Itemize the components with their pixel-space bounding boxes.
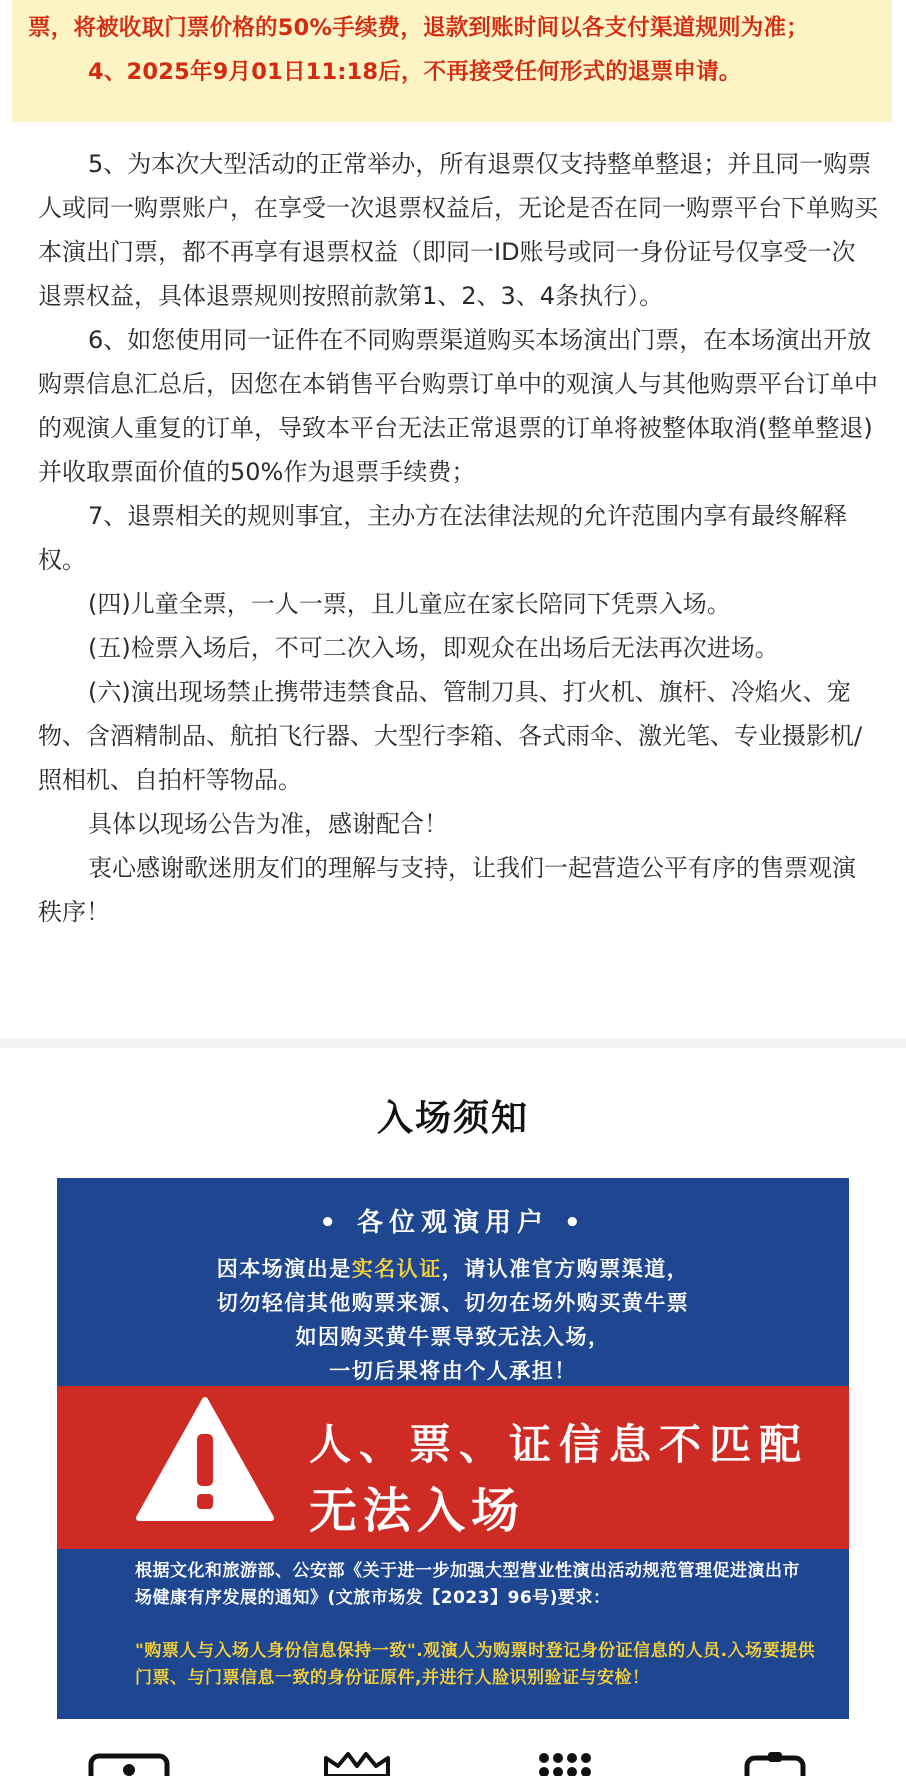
refund-notice-box [12,0,892,122]
poster-line1-prefix: 因本场演出是 [216,1257,352,1281]
refund-notice-line2: 4、2025年9月01日11:18后，不再接受任何形式的退票申请。 [88,59,742,85]
poster-line1-suffix: ，请认准官方购票渠道， [441,1257,690,1281]
rule-item-5: 5、为本次大型活动的正常举办，所有退票仅支持整单整退；并且同一购票人或同一购票账户，在享受一次退票权益后，无论是否在同一购票平台下单购买本演出门票，都不再享有退票权益（即同一ID账号或同一身份证号仅享受一次退票权益，具体退票规则按照前款第1、2、3、4条执行）。 [38,150,878,310]
refund-notice-line1: 票，将被收取门票价格的50%手续费，退款到账时间以各支付渠道规则为准； [28,15,809,41]
rule-item-6: 6、如您使用同一证件在不同购票渠道购买本场演出门票，在本场演出开放购票信息汇总后，因您在本销售平台购票订单中的观演人与其他购票平台订单中的观演人重复的订单，导致本平台无法正常退票的订单将被整体取消(整单整退)并收取票面价值的50%作为退票手续费； [38,326,878,486]
closing-thanks: 衷心感谢歌迷朋友们的理解与支持，让我们一起营造公平有序的售票观演秩序！ [38,854,856,926]
poster-heading: • 各位观演用户 • [319,1208,587,1238]
id-card-icon [88,1750,170,1776]
rule-children-ticket: (四)儿童全票，一人一票，且儿童应在家长陪同下凭票入场。 [88,590,731,618]
rule-no-reentry: (五)检票入场后，不可二次入场，即观众在出场后无法再次进场。 [88,634,779,662]
poster-intro-line2: 切勿轻信其他购票来源、切勿在场外购买黄牛票 [216,1291,690,1315]
real-name-highlight: 实名认证 [351,1257,442,1281]
refund-rules [38,142,878,934]
grid-icon [536,1750,592,1776]
poster-intro-line4: 一切后果将由个人承担！ [329,1359,577,1383]
poster-intro-line3: 如因购买黄牛票导致无法入场， [295,1325,611,1349]
poster-intro [57,1252,849,1388]
warning-triangle-icon [135,1396,275,1524]
no-entry-warning: 无法入场 [309,1483,526,1539]
entry-notice-title: 入场须知 [376,1098,529,1139]
real-name-poster [57,1178,849,1719]
bottom-icon-row [0,1750,906,1776]
badge-icon [744,1750,806,1776]
closing-note: 具体以现场公告为准，感谢配合！ [88,810,448,838]
crown-icon [322,1750,392,1776]
rule-item-7: 7、退票相关的规则事宜，主办方在法律法规的允许范围内享有最终解释权。 [38,502,848,574]
regulation-requirement: "购票人与入场人身份信息保持一致".观演人为购票时登记身份证信息的人员.入场要提供门票、与门票信息一致的身份证原件,并进行人脸识别验证与安检！ [135,1641,816,1688]
warning-band [57,1386,849,1549]
regulation-text: 根据文化和旅游部、公安部《关于进一步加强大型营业性演出活动规范管理促进演出市场健康有序发展的通知》(文旅市场发【2023】96号)要求： [135,1561,800,1608]
rule-prohibited-items: (六)演出现场禁止携带违禁食品、管制刀具、打火机、旗杆、冷焰火、宠物、含酒精制品、航拍飞行器、大型行李箱、各式雨伞、激光笔、专业摄影机/照相机、自拍杆等物品。 [38,678,863,794]
section-divider [0,1038,906,1048]
poster-intro-line1 [57,1252,849,1286]
mismatch-warning: 人、票、证信息不匹配 [309,1420,810,1469]
